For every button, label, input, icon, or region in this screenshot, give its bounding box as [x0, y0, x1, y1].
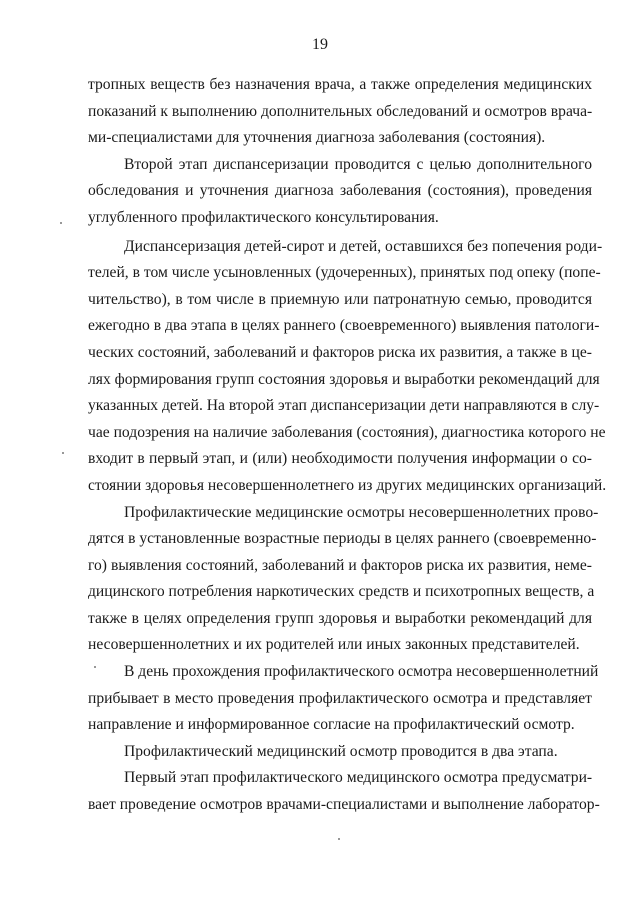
- text-line: прибывает в место проведения профилактического осмотра и представляет: [88, 689, 592, 707]
- text-line: углубленного профилактического консультирования.: [88, 208, 439, 226]
- scan-speck: [338, 838, 340, 840]
- document-body: [88, 72, 607, 819]
- text-line: обследования и уточнения диагноза заболевания (состояния), проведения: [88, 182, 592, 200]
- scan-speck: [62, 452, 64, 454]
- paragraph: [88, 234, 607, 500]
- text-line: также в целях определения групп здоровья и выработки рекомендаций для: [88, 609, 592, 627]
- text-line: В день прохождения профилактического осмотра несовершеннолетний: [124, 663, 599, 681]
- text-line: чае подозрения на наличие заболевания (состояния), диагностика которого не: [88, 423, 606, 441]
- paragraph: [88, 152, 592, 232]
- text-line: чительство), в том числе в приемную или патронатную семью, проводится: [88, 290, 592, 308]
- paragraph: [88, 765, 600, 818]
- text-line: несовершеннолетних и их родителей или иных законных представителей.: [88, 636, 580, 654]
- text-line: ежегодно в два этапа в целях раннего (своевременного) выявления патологи-: [88, 317, 600, 335]
- text-line: тропных веществ без назначения врача, а также определения медицинских: [88, 76, 592, 93]
- paragraph: [88, 739, 592, 766]
- text-line: стоянии здоровья несовершеннолетнего из других медицинских организаций.: [88, 476, 607, 494]
- scan-speck: [94, 666, 96, 668]
- text-line: входит в первый этап, и (или) необходимости получения информации о со-: [88, 450, 592, 468]
- paragraph: [88, 659, 599, 739]
- text-line: показаний к выполнению дополнительных обследований и осмотров врача-: [88, 102, 593, 120]
- text-line: Второй этап диспансеризации проводится с целью дополнительного: [124, 155, 592, 173]
- text-line: дятся в установленные возрастные периоды в целях раннего (своевременно-: [88, 530, 597, 548]
- text-line: дицинского потребления наркотических средств и психотропных веществ, а: [88, 583, 595, 601]
- text-line: Профилактические медицинские осмотры несовершеннолетних прово-: [124, 503, 599, 521]
- text-line: ческих состояний, заболеваний и факторов риска их развития, а также в це-: [88, 343, 592, 361]
- text-line: лях формирования групп состояния здоровья и выработки рекомендаций для: [88, 370, 600, 388]
- text-line: направление и информированное согласие на профилактический осмотр.: [88, 716, 575, 734]
- text-line: Профилактический медицинский осмотр проводится в два этапа.: [124, 742, 558, 760]
- paragraph: [88, 72, 592, 152]
- text-line: вает проведение осмотров врачами-специалистами и выполнение лаборатор-: [88, 796, 600, 814]
- text-line: указанных детей. На второй этап диспансеризации дети направляются в слу-: [88, 397, 600, 415]
- text-line: ми-специалистами для уточнения диагноза заболевания (состояния).: [88, 129, 546, 147]
- text-line: Диспансеризация детей-сирот и детей, оставшихся без попечения роди-: [124, 237, 603, 255]
- page-number: 19: [312, 36, 328, 53]
- paragraph: [88, 500, 599, 660]
- scan-speck: [60, 222, 62, 224]
- text-line: телей, в том числе усыновленных (удочеренных), принятых под опеку (попе-: [88, 264, 601, 282]
- text-line: го) выявления состояний, заболеваний и факторов риска их развития, неме-: [88, 556, 592, 574]
- text-line: Первый этап профилактического медицинского осмотра предусматри-: [124, 769, 593, 787]
